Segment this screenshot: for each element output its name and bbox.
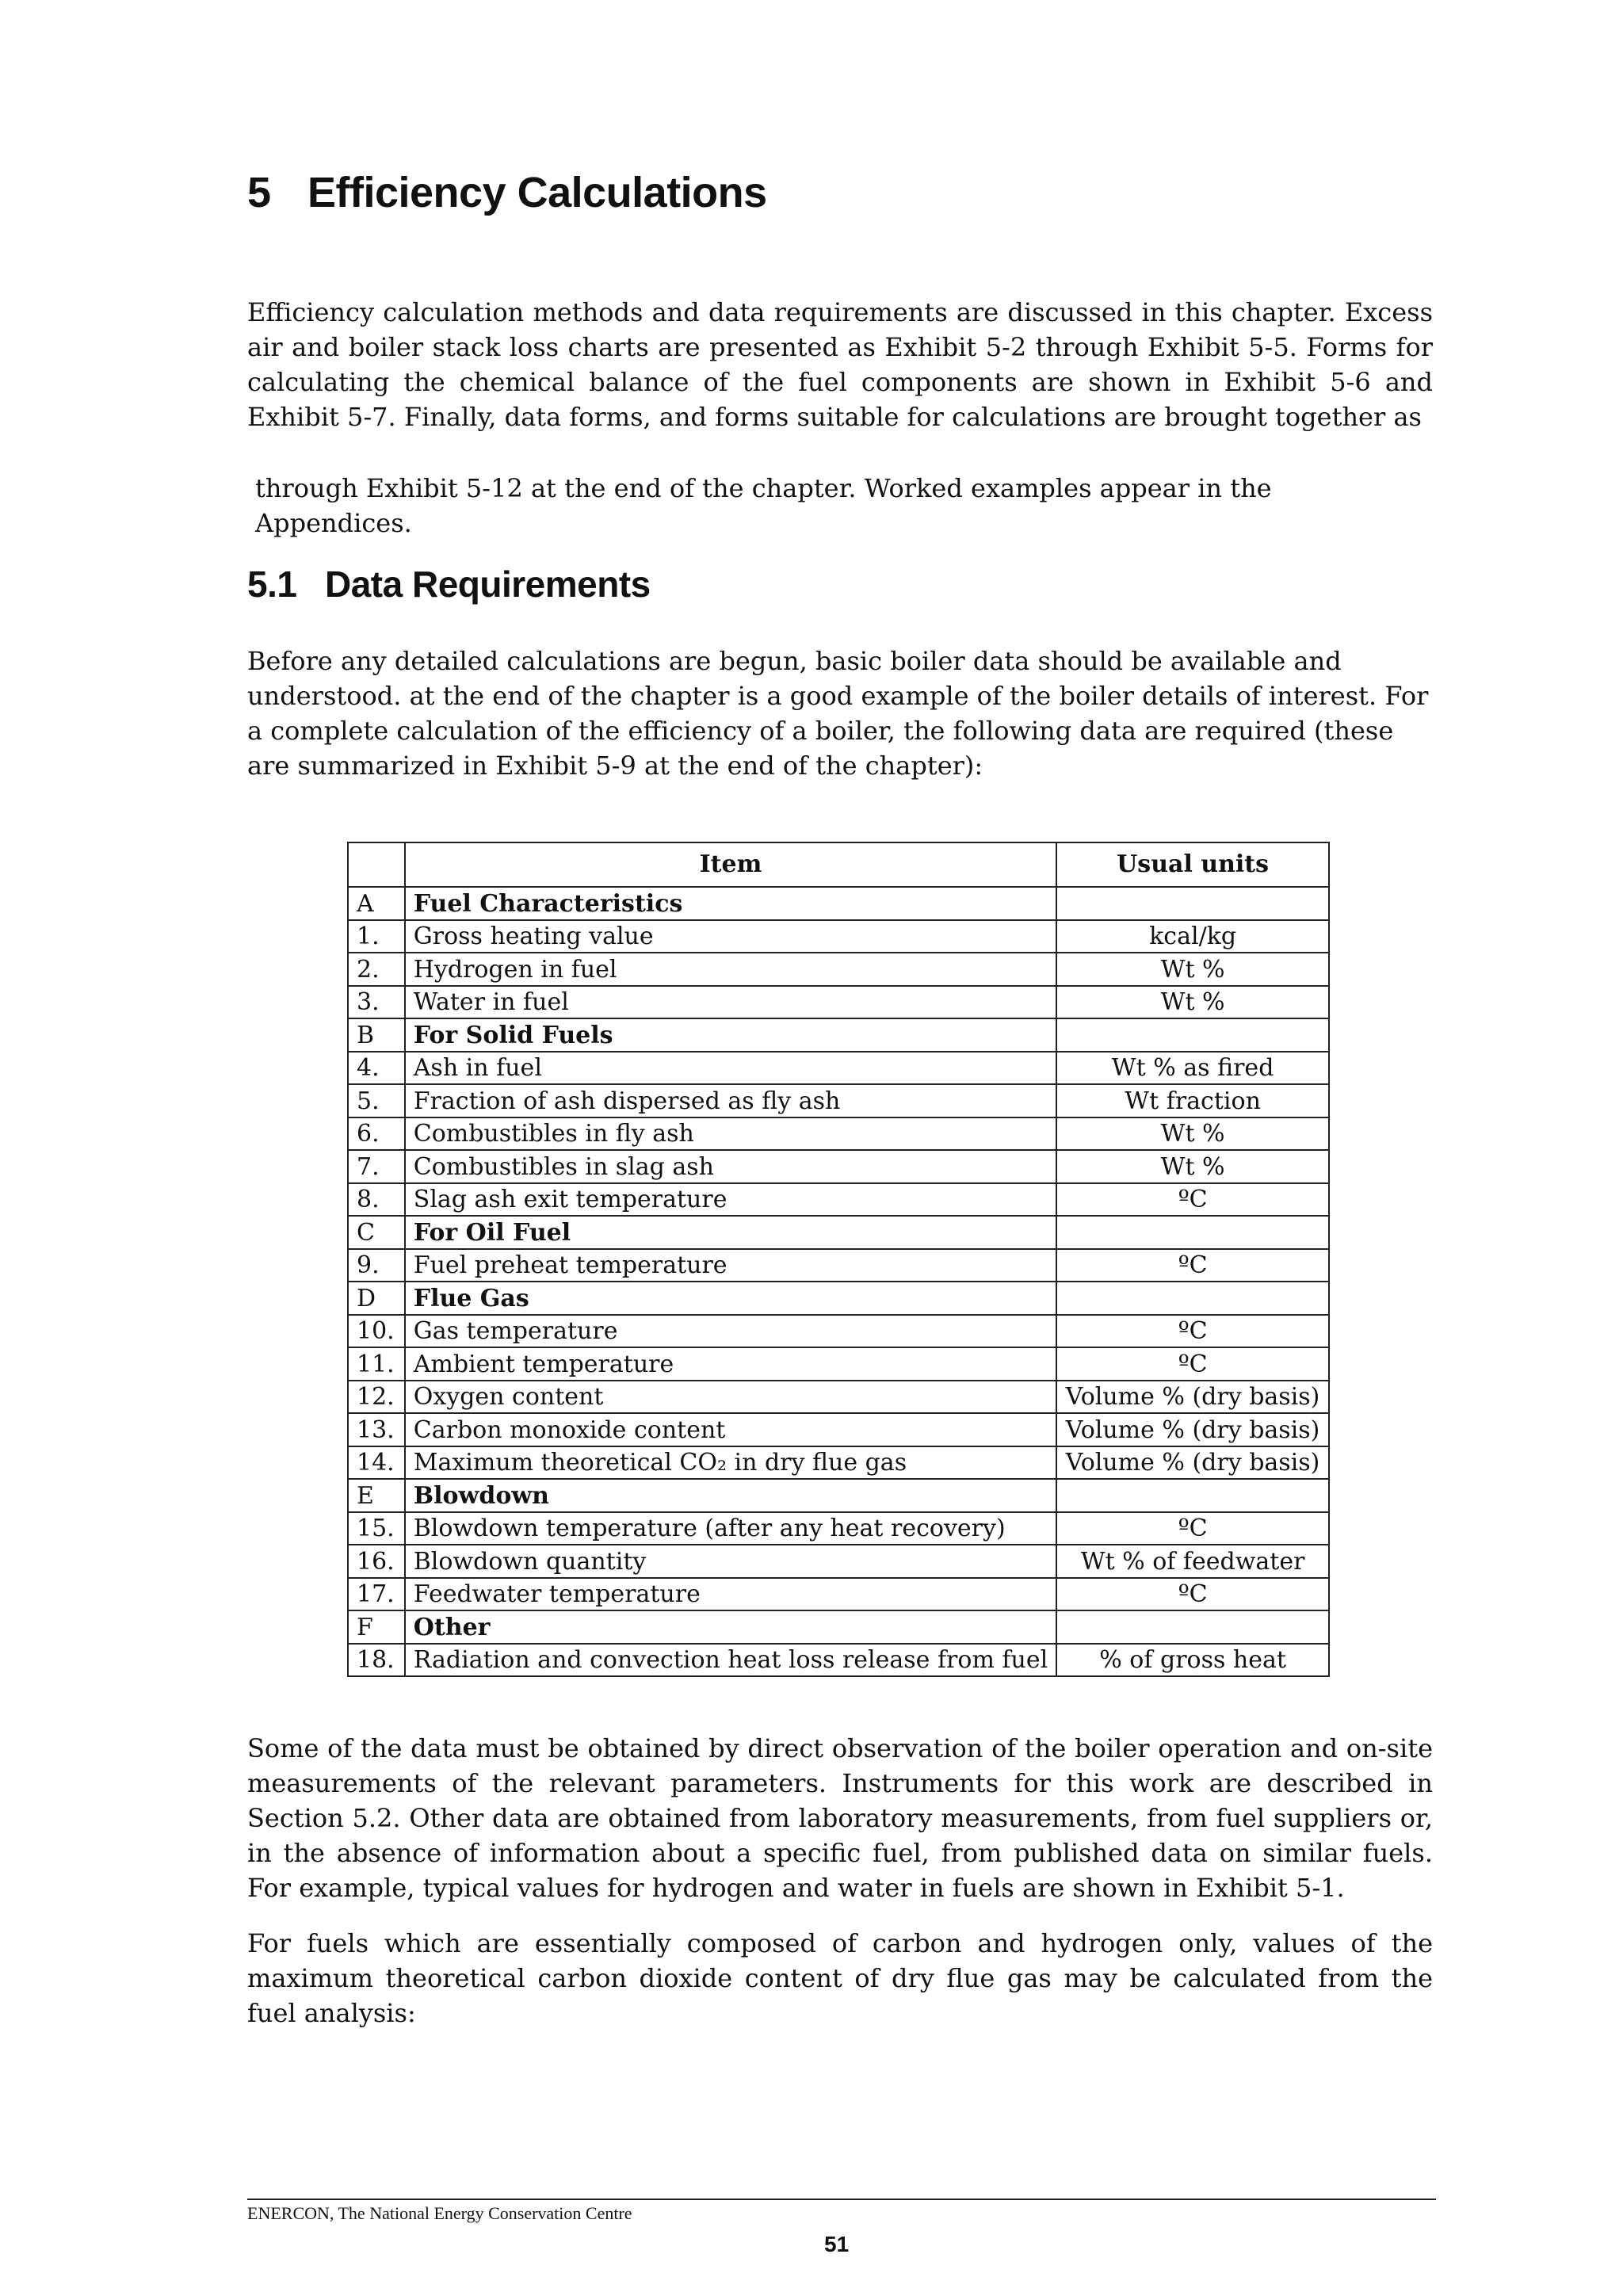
table-row — [348, 1249, 1329, 1282]
data-requirements-table — [347, 842, 1330, 1677]
row-item-cell: Fuel preheat temperature — [405, 1249, 1056, 1282]
row-item-cell: Carbon monoxide content — [405, 1413, 1056, 1446]
row-units-cell: ºC — [1056, 1249, 1329, 1282]
section-heading — [247, 563, 651, 606]
table-row — [348, 1117, 1329, 1151]
row-number-cell: 3. — [348, 986, 405, 1019]
row-item-cell: Oxygen content — [405, 1381, 1056, 1414]
section-number: 5.1 — [247, 563, 297, 605]
row-number-cell: 15. — [348, 1512, 405, 1545]
row-item-cell: Fraction of ash dispersed as fly ash — [405, 1084, 1056, 1117]
table-row — [348, 1381, 1329, 1414]
row-units-cell: ºC — [1056, 1315, 1329, 1348]
row-item-cell: Gross heating value — [405, 920, 1056, 953]
row-item-cell: Slag ash exit temperature — [405, 1183, 1056, 1217]
row-number-cell: 14. — [348, 1446, 405, 1480]
row-units-cell — [1056, 887, 1329, 920]
row-units-cell: Wt fraction — [1056, 1084, 1329, 1117]
table-section-row — [348, 1610, 1329, 1644]
row-number-cell: 12. — [348, 1381, 405, 1414]
table-row — [348, 986, 1329, 1019]
table-section-row — [348, 1216, 1329, 1249]
row-number-cell: 1. — [348, 920, 405, 953]
table-section-row — [348, 887, 1329, 920]
row-units-cell: Wt % as fired — [1056, 1052, 1329, 1085]
row-item-cell: Fuel Characteristics — [405, 887, 1056, 920]
footer-organization: ENERCON, The National Energy Conservation Centre — [247, 2203, 632, 2223]
row-number-cell: 8. — [348, 1183, 405, 1217]
row-number-cell: 9. — [348, 1249, 405, 1282]
page-number: 51 — [824, 2232, 850, 2256]
row-item-cell: For Solid Fuels — [405, 1018, 1056, 1052]
row-item-cell: Blowdown quantity — [405, 1545, 1056, 1578]
row-units-cell: Volume % (dry basis) — [1056, 1381, 1329, 1414]
row-item-cell: For Oil Fuel — [405, 1216, 1056, 1249]
row-number-cell: 16. — [348, 1545, 405, 1578]
row-item-cell: Ambient temperature — [405, 1347, 1056, 1381]
table-header-item: Item — [405, 842, 1056, 887]
row-item-cell: Water in fuel — [405, 986, 1056, 1019]
table-header-row — [348, 842, 1329, 887]
row-units-cell: ºC — [1056, 1512, 1329, 1545]
table-row — [348, 1413, 1329, 1446]
row-number-cell: 13. — [348, 1413, 405, 1446]
row-units-cell — [1056, 1018, 1329, 1052]
row-item-cell: Combustibles in slag ash — [405, 1150, 1056, 1183]
table-row — [348, 1150, 1329, 1183]
table-row — [348, 1084, 1329, 1117]
row-number-cell: 18. — [348, 1644, 405, 1677]
table-section-row — [348, 1479, 1329, 1512]
row-units-cell — [1056, 1282, 1329, 1315]
intro-paragraph-2: through Exhibit 5-12 at the end of the chapter. Worked examples appear in the Appendices. — [255, 473, 1272, 538]
chapter-number: 5 — [247, 169, 271, 216]
row-number-cell: 7. — [348, 1150, 405, 1183]
table-section-row — [348, 1282, 1329, 1315]
row-units-cell — [1056, 1610, 1329, 1644]
table-row — [348, 1446, 1329, 1480]
row-item-cell: Flue Gas — [405, 1282, 1056, 1315]
chapter-heading — [247, 168, 767, 217]
row-units-cell: Wt % — [1056, 1117, 1329, 1151]
row-units-cell — [1056, 1479, 1329, 1512]
row-number-cell: 5. — [348, 1084, 405, 1117]
row-number-cell: 17. — [348, 1578, 405, 1611]
row-number-cell: 6. — [348, 1117, 405, 1151]
table-body — [348, 887, 1329, 1676]
row-item-cell: Feedwater temperature — [405, 1578, 1056, 1611]
row-units-cell: Volume % (dry basis) — [1056, 1446, 1329, 1480]
row-units-cell: % of gross heat — [1056, 1644, 1329, 1677]
row-number-cell: C — [348, 1216, 405, 1249]
row-units-cell: Volume % (dry basis) — [1056, 1413, 1329, 1446]
row-item-cell: Hydrogen in fuel — [405, 953, 1056, 986]
table-row — [348, 1545, 1329, 1578]
table-row — [348, 1644, 1329, 1677]
row-units-cell: Wt % — [1056, 953, 1329, 986]
row-units-cell: Wt % — [1056, 1150, 1329, 1183]
table-row — [348, 953, 1329, 986]
section-title: Data Requirements — [325, 563, 651, 605]
footer-divider — [247, 2199, 1436, 2200]
row-units-cell — [1056, 1216, 1329, 1249]
table-row — [348, 1512, 1329, 1545]
row-units-cell: ºC — [1056, 1347, 1329, 1381]
table-header-units: Usual units — [1056, 842, 1329, 887]
row-item-cell: Blowdown temperature (after any heat recovery) — [405, 1512, 1056, 1545]
row-number-cell: E — [348, 1479, 405, 1512]
row-item-cell: Blowdown — [405, 1479, 1056, 1512]
intro-paragraph-1: Efficiency calculation methods and data requirements are discussed in this chapter. Excess air and boiler stack loss charts are presented as Exhibit 5-2 through Exhibit 5-5. Forms for calculating the chemical balance of the fuel components are shown in Exhibit 5-6 and Exhibit 5-7. Finally, data forms, and forms suitable for calculations are brought together as — [247, 297, 1433, 432]
row-number-cell: B — [348, 1018, 405, 1052]
row-item-cell: Combustibles in fly ash — [405, 1117, 1056, 1151]
table-row — [348, 1052, 1329, 1085]
row-number-cell: 4. — [348, 1052, 405, 1085]
row-units-cell: Wt % — [1056, 986, 1329, 1019]
table-section-row — [348, 1018, 1329, 1052]
row-number-cell: A — [348, 887, 405, 920]
table-header-number — [348, 842, 405, 887]
row-number-cell: D — [348, 1282, 405, 1315]
table-row — [348, 1315, 1329, 1348]
row-units-cell: kcal/kg — [1056, 920, 1329, 953]
row-number-cell: 10. — [348, 1315, 405, 1348]
row-item-cell: Maximum theoretical CO₂ in dry flue gas — [405, 1446, 1056, 1480]
row-number-cell: 2. — [348, 953, 405, 986]
row-units-cell: ºC — [1056, 1183, 1329, 1217]
row-number-cell: F — [348, 1610, 405, 1644]
table-row — [348, 920, 1329, 953]
table-row — [348, 1578, 1329, 1611]
after-table-paragraph-2: For fuels which are essentially composed of carbon and hydrogen only, values of the maximum theoretical carbon dioxide content of dry flue gas may be calculated from the fuel analysis: — [247, 1928, 1433, 2028]
row-item-cell: Gas temperature — [405, 1315, 1056, 1348]
section-paragraph: Before any detailed calculations are begun, basic boiler data should be available and understood. at the end of the chapter is a good example of the boiler details of interest. For a complete calculation of the efficiency of a boiler, the following data are required (these are summarized in Exhibit 5-9 at the end of the chapter): — [247, 646, 1429, 781]
row-item-cell: Ash in fuel — [405, 1052, 1056, 1085]
row-item-cell: Radiation and convection heat loss release from fuel — [405, 1644, 1056, 1677]
row-units-cell: Wt % of feedwater — [1056, 1545, 1329, 1578]
table-row — [348, 1183, 1329, 1217]
row-item-cell: Other — [405, 1610, 1056, 1644]
row-number-cell: 11. — [348, 1347, 405, 1381]
chapter-title: Efficiency Calculations — [307, 169, 767, 216]
after-table-paragraph-1: Some of the data must be obtained by direct observation of the boiler operation and on-site measurements of the relevant parameters. Instruments for this work are described in Section 5.2. Other data are obtained from laboratory measurements, from fuel suppliers or, in the absence of information about a specific fuel, from published data on similar fuels. For example, typical values for hydrogen and water in fuels are shown in Exhibit 5-1. — [247, 1733, 1433, 1903]
row-units-cell: ºC — [1056, 1578, 1329, 1611]
table-row — [348, 1347, 1329, 1381]
